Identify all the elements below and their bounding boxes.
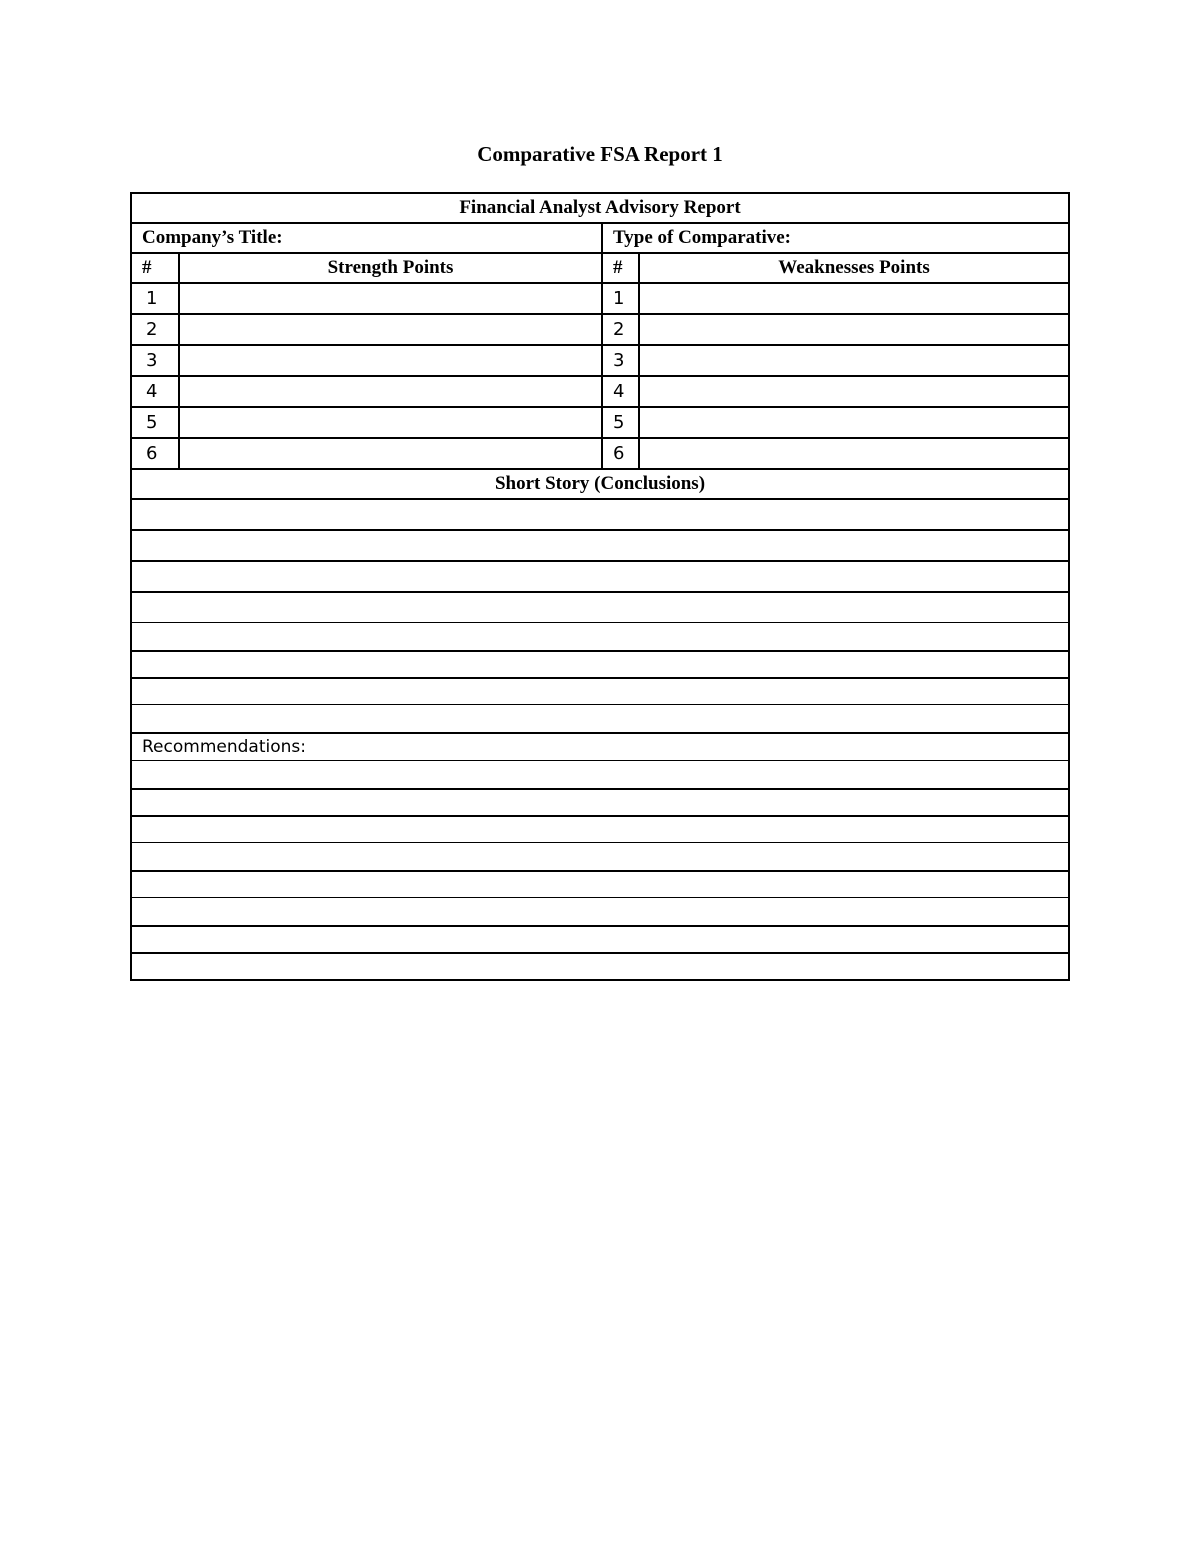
weakness-point-cell[interactable] <box>638 346 1068 375</box>
strength-row-number: 1 <box>146 288 158 309</box>
strength-row-number: 3 <box>146 350 158 371</box>
conclusion-line[interactable] <box>132 529 1068 560</box>
recommendation-line[interactable] <box>132 925 1068 952</box>
strength-row-number: 4 <box>146 381 158 402</box>
strength-row-number: 6 <box>146 443 158 464</box>
strength-point-cell[interactable] <box>178 284 601 313</box>
points-row <box>132 313 1068 344</box>
weakness-point-cell[interactable] <box>638 315 1068 344</box>
short-story-header: Short Story (Conclusions) <box>494 473 706 494</box>
conclusion-line[interactable] <box>132 622 1068 650</box>
conclusion-line[interactable] <box>132 704 1068 732</box>
weakness-row-number: 5 <box>601 408 638 437</box>
form-header: Financial Analyst Advisory Report <box>459 197 741 218</box>
strength-points-header: Strength Points <box>178 254 601 282</box>
weakness-hash-header: # <box>601 254 638 282</box>
strength-row-number: 5 <box>146 412 158 433</box>
strength-hash-header: # <box>142 257 152 278</box>
strength-point-cell[interactable] <box>178 439 601 468</box>
recommendation-line[interactable] <box>132 870 1068 897</box>
recommendation-line[interactable] <box>132 842 1068 870</box>
weakness-row-number: 1 <box>601 284 638 313</box>
short-story-header-row <box>132 468 1068 498</box>
company-title-field[interactable]: Company’s Title: <box>142 227 283 248</box>
points-row <box>132 375 1068 406</box>
advisory-report-form <box>130 192 1070 981</box>
recommendations-label: Recommendations: <box>142 737 306 757</box>
recommendation-line[interactable] <box>132 897 1068 925</box>
weakness-point-cell[interactable] <box>638 408 1068 437</box>
weakness-row-number: 2 <box>601 315 638 344</box>
weakness-point-cell[interactable] <box>638 284 1068 313</box>
points-header-row <box>132 252 1068 282</box>
weakness-row-number: 4 <box>601 377 638 406</box>
recommendation-line[interactable] <box>132 815 1068 842</box>
weakness-row-number: 6 <box>601 439 638 468</box>
points-row <box>132 282 1068 313</box>
points-row <box>132 406 1068 437</box>
weakness-point-cell[interactable] <box>638 377 1068 406</box>
comparative-type-field[interactable]: Type of Comparative: <box>601 224 1068 252</box>
conclusion-line[interactable] <box>132 677 1068 704</box>
conclusion-line[interactable] <box>132 591 1068 622</box>
recommendation-line[interactable] <box>132 952 1068 979</box>
recommendations-row <box>132 732 1068 760</box>
recommendation-line[interactable] <box>132 760 1068 788</box>
conclusion-line[interactable] <box>132 498 1068 529</box>
strength-point-cell[interactable] <box>178 377 601 406</box>
conclusion-line[interactable] <box>132 560 1068 591</box>
strength-point-cell[interactable] <box>178 408 601 437</box>
points-row <box>132 437 1068 468</box>
weakness-points-header: Weaknesses Points <box>638 254 1068 282</box>
strength-point-cell[interactable] <box>178 346 601 375</box>
title-type-row <box>132 222 1068 252</box>
strength-row-number: 2 <box>146 319 158 340</box>
form-header-row <box>132 194 1068 222</box>
document-title: Comparative FSA Report 1 <box>477 142 723 166</box>
conclusion-line[interactable] <box>132 650 1068 677</box>
strength-point-cell[interactable] <box>178 315 601 344</box>
points-row <box>132 344 1068 375</box>
weakness-row-number: 3 <box>601 346 638 375</box>
weakness-point-cell[interactable] <box>638 439 1068 468</box>
recommendation-line[interactable] <box>132 788 1068 815</box>
